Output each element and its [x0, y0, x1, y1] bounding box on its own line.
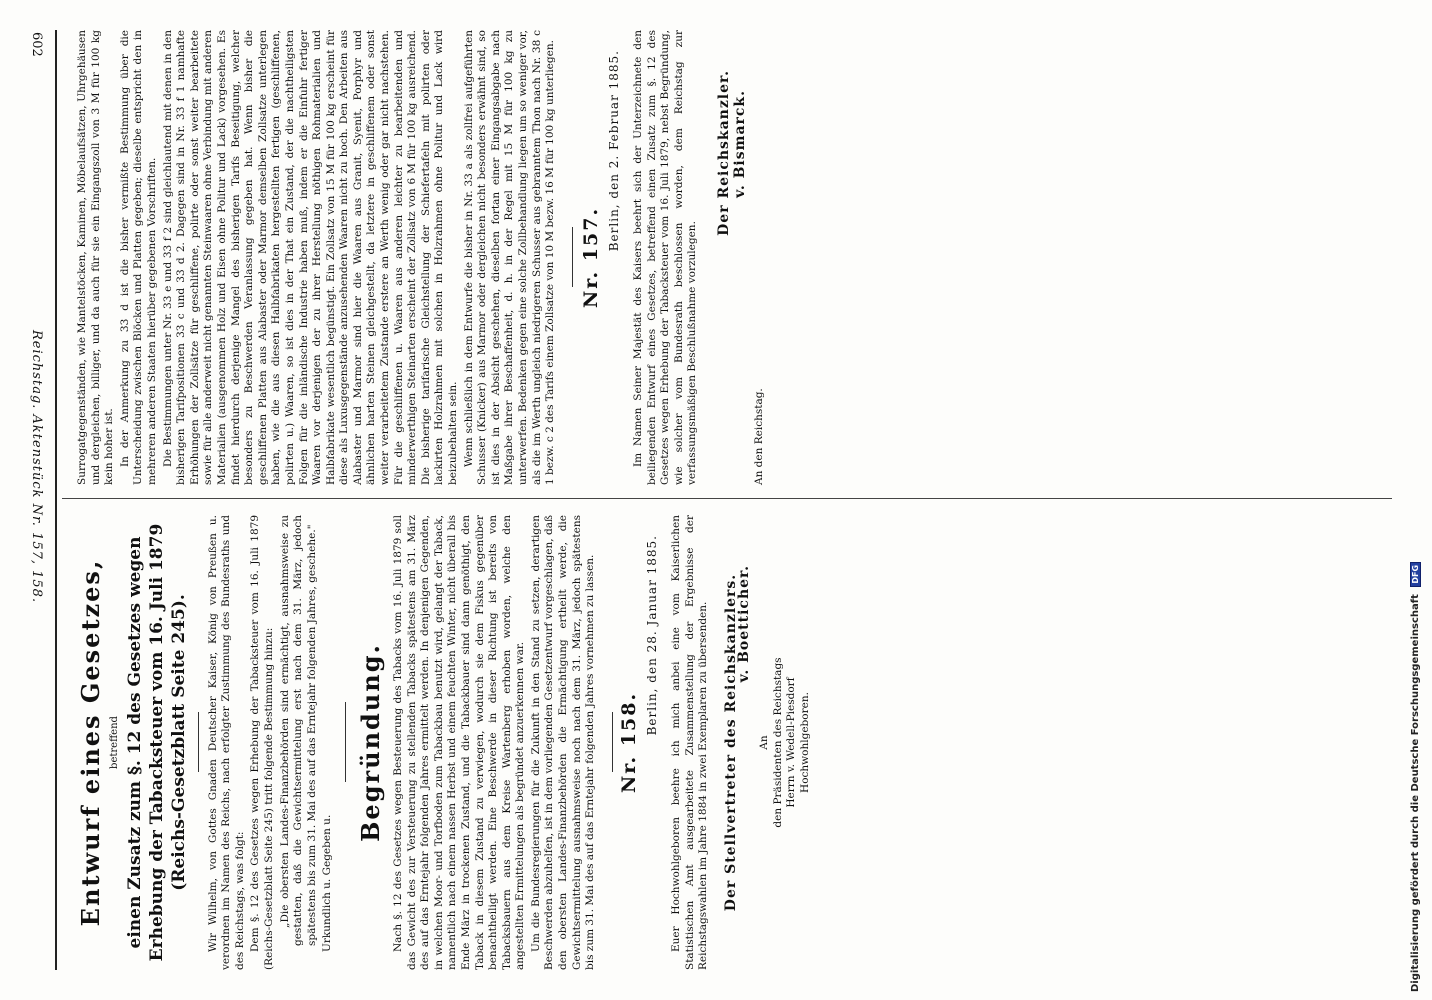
- left-para-1: In der Anmerkung zu 33 d ist die bisher vermißte Bestimmung über die Unterscheidung zwischen Blöcken und Platten gegeben; dieselbe entspricht den in mehreren anderen Staaten hierüber gegebenen Vorschriften.: [118, 30, 158, 485]
- law-article: Dem §. 12 des Gesetzes wegen Erhebung der Tabacksteuer vom 16. Juli 1879 (Reichs-Gesetzblatt Seite 245) tritt folgende Bestimmung hinzu:: [249, 515, 275, 970]
- nr157-body: Im Namen Seiner Majestät des Kaisers beehrt sich der Unterzeichnete den beiliegenden Entwurf eines Gesetzes, betreffend einen Zusatz zum §. 12 des Gesetzes wegen Erhebung der Tabacksteuer vom 16. Juli 1879, nebst Begründung, wie solcher vom Bundesrath beschlossen worden, dem Reichstag zur verfassungsmäßigen Beschlußnahme vorzulegen.: [631, 30, 699, 485]
- nr158-rule: [612, 713, 613, 773]
- nr158-addr-3: Hochwohlgeboren.: [798, 692, 811, 793]
- nr158-signature-name: v. Boetticher.: [736, 565, 753, 683]
- nr157-date: Berlin, den 2. Februar 1885.: [607, 50, 622, 252]
- left-column-text: [76, 30, 769, 485]
- nr157-heading: Nr. 157.: [579, 206, 602, 309]
- begruendung-para-1: Nach §. 12 des Gesetzes wegen Besteuerung des Tabacks vom 16. Juli 1879 soll das Gewicht des zur Versteuerung zu stellenden Tabacks spätestens am 31. März des auf das Erntejahr folgenden Jahres ermittelt werden. In denjenigen Gegenden, in welchen Moor- und Torfboden zum Tabackbau benutzt wird, gelangt der Taback, namentlich nach einem nassen Herbst und einem feuchten Winter, nicht überall bis Ende März in trockenen Zustand, und die Tabackbauer sind dann genöthigt, den Taback in diesem Zustand zu verwiegen, wodurch sie dem Fiskus gegenüber benachtheiligt werden. Eine Beschwerde in dieser Richtung ist bereits von Tabacksbauern aus dem Kreise Wartenberg erhoben worden, welche den angestellten Ermittelungen als begründet anzuerkennen war.: [391, 515, 527, 970]
- nr157-signature-title: Der Reichskanzler.: [715, 70, 732, 236]
- nr158-addr-2: Herrn v. Wedell-Piesdorf: [785, 677, 798, 808]
- dfg-logo-icon: DFG: [1410, 562, 1421, 587]
- begruendung-para-2: Um die Bundesregierungen für die Zukunft in den Stand zu setzen, derartigen Beschwerden abzuhelfen, ist in dem vorliegenden Gesetzentwurf vorgeschlagen, daß den obersten Landes-Finanzbehörden die Ermächtigung ertheilt werde, die Gewichtsermittelung ausnahmsweise noch nach dem 31. März, jedoch spätestens bis zum 31. Mai des auf das Erntejahr folgenden Jahres vornehmen zu lassen.: [529, 515, 597, 970]
- law-title: Entwurf eines Gesetzes,: [76, 558, 105, 927]
- begruendung-title: Begründung.: [355, 643, 385, 842]
- law-preamble: Wir Wilhelm, von Gottes Gnaden Deutscher Kaiser, König von Preußen u. verordnen im Namen des Reichs, nach erfolgter Zustimmung des Bundesraths und des Reichstags, was folgt:: [206, 515, 246, 970]
- running-header: Reichstag. Aktenstück Nr. 157, 158.: [29, 330, 44, 604]
- law-closing: Urkundlich u. Gegeben u.: [321, 814, 334, 952]
- separator-rule: [572, 228, 573, 288]
- law-quote: „Die obersten Landes-Finanzbehörden sind ermächtigt, ausnahmsweise zu gestatten, daß die Gewichtsermittelung erst nach dem 31. März, jedoch spätestens bis zum 31. Mai des auf das Erntejahr folgenden Jahres, geschehe.": [278, 515, 318, 946]
- title-rule: [198, 713, 199, 773]
- nr158-signature-title: Der Stellvertreter des Reichskanzlers.: [722, 573, 739, 912]
- right-column-text: [76, 515, 812, 970]
- nr158-addr-1: den Präsidenten des Reichstags: [771, 657, 784, 828]
- nr157-addressee: An den Reichstag.: [753, 388, 766, 485]
- digitization-credit: [1410, 562, 1421, 992]
- nr158-date: Berlin, den 28. Januar 1885.: [645, 535, 660, 736]
- nr158-addr-an: An: [758, 735, 770, 750]
- nr158-heading: Nr. 158.: [617, 691, 640, 794]
- left-para-3: Wenn schließlich in dem Entwurfe die bisher in Nr. 33 a als zollfrei aufgeführten Schusser (Knicker) aus Marmor oder dergleichen nicht besonders erwähnt sind, so ist dies in der Absicht geschehen, dieselben fortan einer Eingangsabgabe nach Maßgabe ihrer Beschaffenheit, d. h. in der Regel mit 15 M für 100 kg zu unterwerfen. Bedenken gegen eine solche Zollbehandlung liegen um so weniger vor, als die im Werth ungleich niedrigeren Schusser aus gebranntem Thon nach Nr. 38 c 1 bezw. c 2 des Tarifs einem Zollsatze von 10 M bezw. 16 M für 100 kg unterliegen.: [462, 30, 557, 485]
- nr157-signature-name: v. Bismarck.: [731, 90, 748, 198]
- page-number: 602: [29, 32, 44, 57]
- nr158-body: Euer Hochwohlgeboren beehre ich mich anbei eine vom Kaiserlichen Statistischen Amt ausgearbeitete Zusammenstellung der Ergebnisse der Reichstagswahlen im Jahre 1884 in zwei Exemplaren zu übersenden.: [670, 515, 710, 970]
- left-para-2: Die Bestimmungen unter Nr. 33 e und 33 f 2 sind gleichlautend mit denen in den bisherigen Tarifpositionen 33 c und 33 d 2. Dagegen sind in Nr. 33 f 1 namhafte Erhöhungen der Zollsätze für geschliffene, polirte oder sonst weiter bearbeitete sowie für alle anderweit nicht genannten Steinwaaren ohne Verbindung mit anderen Materialien (ausgenommen Holz und Eisen ohne Politur und Lack) vorgesehen. Es findet hierdurch derjenige Mangel des bisherigen Tarifs Beseitigung, welcher besonders zu Beschwerden Veranlassung gegeben hat. Wenn bisher die geschliffenen Platten aus Alabaster oder Marmor demselben Zollsatze unterlegen haben, wie die aus diesen Halbfabrikaten hergestellten fertigen (geschliffenen, polirten u.) Waaren, so ist dies in der That ein Zustand, der die nachtheiligsten Folgen für die inländische Industrie haben muß, indem er die Einfuhr fertiger Waaren vor derjenigen der zu ihrer Herstellung nöthigen Rohmaterialien und Halbfabrikate wesentlich begünstigt. Ein Zollsatz von 15 M für 100 kg erscheint für diese als Luxusgegenstände anzusehenden Waaren nicht zu hoch. Den Arbeiten aus Alabaster und Marmor sind hier die Waaren aus Granit, Syenit, Porphyr und ähnlichen harten Steinen gleichgestellt, da letztere in geschliffenem oder sonst weiter verarbeitetem Zustande erstere an Werth wenig oder gar nicht nachstehen. Für die geschliffenen u. Waaren aus anderen leichter zu bearbeitenden und minderwerthigen Steinarten erscheint der Zollsatz von 6 M für 100 kg ausreichend. Die bisherige tarifarische Gleichstellung der Schiefertafeln mit polirten oder lackirten Holzrahmen mit solchen in Holzrahmen ohne Politur und Lack wird beizubehalten sein.: [161, 30, 460, 485]
- credit-text: Digitalisierung gefördert durch die Deutsche Forschungsgemeinschaft: [1410, 594, 1421, 992]
- begruendung-rule: [345, 703, 346, 783]
- law-betreffend: betreffend: [109, 716, 120, 769]
- left-intro: Surrogatgegenständen, wie Mantelstöcken, Kaminen, Möbelaufsätzen, Uhrgehäusen und dergleichen, billiger, und da auch für sie ein Eingangszoll von 3 M für 100 kg kein hoher ist.: [76, 30, 116, 485]
- law-subtitle: einen Zusatz zum §. 12 des Gesetzes wegen Erhebung der Tabacksteuer vom 16. Juli 1879 (Reichs-Gesetzblatt Seite 245).: [124, 523, 189, 962]
